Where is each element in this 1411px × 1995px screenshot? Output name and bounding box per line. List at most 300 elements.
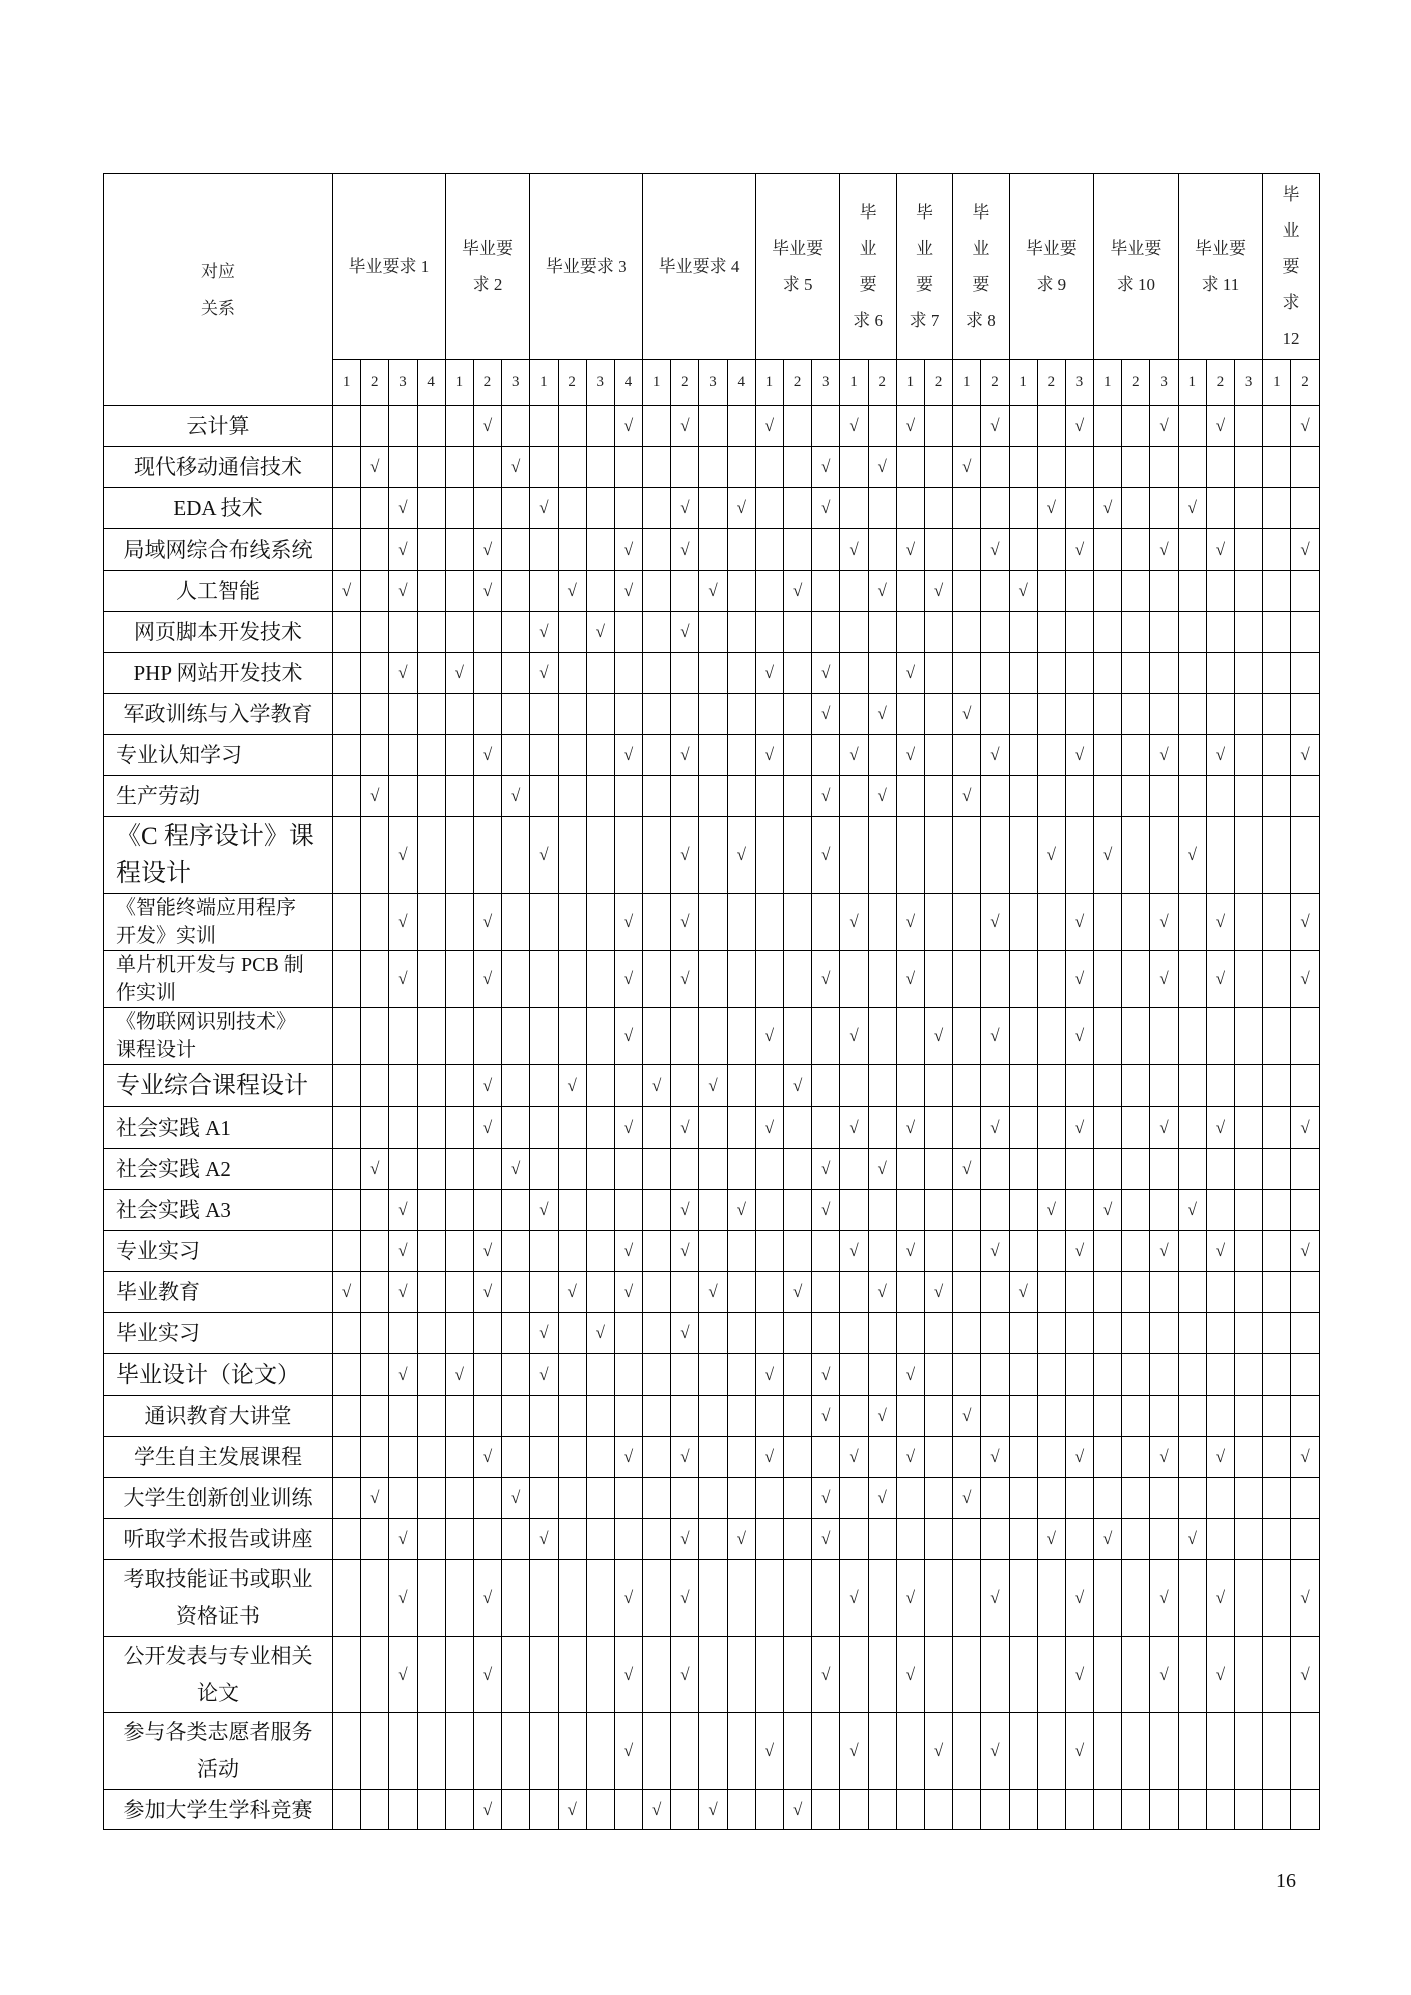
check-mark-cell: √	[896, 1560, 924, 1637]
check-mark-cell: √	[671, 612, 699, 653]
empty-cell	[361, 1272, 389, 1313]
empty-cell	[1291, 1354, 1319, 1396]
empty-cell	[784, 653, 812, 694]
empty-cell	[1094, 1107, 1122, 1149]
course-row	[104, 1437, 1320, 1478]
indicator-number: 2	[361, 360, 389, 406]
empty-cell	[361, 571, 389, 612]
check-mark-cell: √	[1291, 894, 1319, 951]
check-mark-cell: √	[755, 406, 783, 447]
check-mark-cell: √	[924, 1272, 952, 1313]
course-name: PHP 网站开发技术	[104, 653, 333, 694]
empty-cell	[643, 894, 671, 951]
empty-cell	[361, 1437, 389, 1478]
empty-cell	[643, 951, 671, 1008]
empty-cell	[1206, 1396, 1234, 1437]
empty-cell	[924, 1478, 952, 1519]
empty-cell	[1150, 694, 1178, 735]
check-mark-cell: √	[1065, 1713, 1093, 1790]
course-name: 考取技能证书或职业 资格证书	[104, 1560, 333, 1637]
empty-cell	[840, 1519, 868, 1560]
check-mark-cell: √	[389, 529, 417, 571]
check-mark-cell: √	[530, 653, 558, 694]
empty-cell	[1094, 406, 1122, 447]
empty-cell	[502, 1065, 530, 1107]
empty-cell	[1206, 447, 1234, 488]
empty-cell	[981, 817, 1009, 894]
empty-cell	[530, 406, 558, 447]
empty-cell	[1291, 776, 1319, 817]
empty-cell	[1291, 1396, 1319, 1437]
empty-cell	[473, 1354, 501, 1396]
check-mark-cell: √	[981, 894, 1009, 951]
check-mark-cell: √	[473, 1107, 501, 1149]
check-mark-cell: √	[1094, 1190, 1122, 1231]
empty-cell	[1065, 1478, 1093, 1519]
empty-cell	[1037, 1437, 1065, 1478]
empty-cell	[473, 1149, 501, 1190]
check-mark-cell: √	[812, 1396, 840, 1437]
empty-cell	[586, 1637, 614, 1713]
empty-cell	[953, 1560, 981, 1637]
empty-cell	[502, 694, 530, 735]
empty-cell	[1206, 1713, 1234, 1790]
indicator-number: 1	[333, 360, 361, 406]
check-mark-cell: √	[1291, 1231, 1319, 1272]
empty-cell	[473, 1519, 501, 1560]
empty-cell	[981, 571, 1009, 612]
check-mark-cell: √	[1094, 488, 1122, 529]
empty-cell	[727, 406, 755, 447]
empty-cell	[727, 1560, 755, 1637]
empty-cell	[1065, 1272, 1093, 1313]
empty-cell	[924, 894, 952, 951]
empty-cell	[699, 488, 727, 529]
empty-cell	[1206, 1065, 1234, 1107]
empty-cell	[812, 1313, 840, 1354]
empty-cell	[502, 735, 530, 776]
empty-cell	[1263, 1519, 1291, 1560]
empty-cell	[389, 1313, 417, 1354]
empty-cell	[643, 406, 671, 447]
empty-cell	[868, 653, 896, 694]
empty-cell	[417, 1190, 445, 1231]
course-name: 社会实践 A3	[104, 1190, 333, 1231]
empty-cell	[1009, 1107, 1037, 1149]
empty-cell	[361, 1190, 389, 1231]
empty-cell	[812, 612, 840, 653]
empty-cell	[445, 1272, 473, 1313]
empty-cell	[333, 653, 361, 694]
empty-cell	[1178, 1313, 1206, 1354]
empty-cell	[1178, 571, 1206, 612]
empty-cell	[896, 1190, 924, 1231]
check-mark-cell: √	[868, 1396, 896, 1437]
empty-cell	[417, 1790, 445, 1830]
empty-cell	[445, 1065, 473, 1107]
empty-cell	[361, 894, 389, 951]
empty-cell	[924, 1354, 952, 1396]
check-mark-cell: √	[812, 951, 840, 1008]
course-row	[104, 1790, 1320, 1830]
empty-cell	[558, 1396, 586, 1437]
course-row	[104, 1637, 1320, 1713]
check-mark-cell: √	[473, 1637, 501, 1713]
check-mark-cell: √	[530, 612, 558, 653]
empty-cell	[784, 1231, 812, 1272]
empty-cell	[924, 1519, 952, 1560]
check-mark-cell: √	[699, 1790, 727, 1830]
empty-cell	[671, 1149, 699, 1190]
empty-cell	[784, 447, 812, 488]
empty-cell	[868, 1008, 896, 1065]
check-mark-cell: √	[953, 1478, 981, 1519]
check-mark-cell: √	[1206, 529, 1234, 571]
empty-cell	[812, 1713, 840, 1790]
empty-cell	[699, 1519, 727, 1560]
empty-cell	[614, 817, 642, 894]
empty-cell	[530, 694, 558, 735]
empty-cell	[924, 488, 952, 529]
empty-cell	[727, 1396, 755, 1437]
empty-cell	[502, 1437, 530, 1478]
empty-cell	[502, 1637, 530, 1713]
empty-cell	[445, 1560, 473, 1637]
empty-cell	[755, 612, 783, 653]
check-mark-cell: √	[812, 488, 840, 529]
course-name: 现代移动通信技术	[104, 447, 333, 488]
indicator-number: 2	[1037, 360, 1065, 406]
empty-cell	[755, 694, 783, 735]
empty-cell	[558, 1149, 586, 1190]
empty-cell	[755, 1190, 783, 1231]
check-mark-cell: √	[1065, 1231, 1093, 1272]
empty-cell	[1150, 571, 1178, 612]
check-mark-cell: √	[1037, 488, 1065, 529]
empty-cell	[1178, 951, 1206, 1008]
check-mark-cell: √	[389, 1637, 417, 1713]
empty-cell	[1094, 653, 1122, 694]
empty-cell	[445, 694, 473, 735]
empty-cell	[1178, 694, 1206, 735]
empty-cell	[755, 951, 783, 1008]
empty-cell	[502, 1560, 530, 1637]
empty-cell	[868, 735, 896, 776]
empty-cell	[699, 694, 727, 735]
empty-cell	[953, 1313, 981, 1354]
empty-cell	[473, 447, 501, 488]
course-name: 毕业教育	[104, 1272, 333, 1313]
empty-cell	[361, 653, 389, 694]
check-mark-cell: √	[361, 447, 389, 488]
empty-cell	[389, 1790, 417, 1830]
empty-cell	[473, 612, 501, 653]
empty-cell	[755, 571, 783, 612]
empty-cell	[473, 1190, 501, 1231]
empty-cell	[1235, 1065, 1263, 1107]
indicator-number: 4	[614, 360, 642, 406]
empty-cell	[361, 1713, 389, 1790]
empty-cell	[1206, 1272, 1234, 1313]
check-mark-cell: √	[1037, 817, 1065, 894]
empty-cell	[1122, 1008, 1150, 1065]
empty-cell	[333, 817, 361, 894]
empty-cell	[389, 612, 417, 653]
check-mark-cell: √	[1206, 1231, 1234, 1272]
requirement-7-header: 毕 业 要 求 7	[896, 174, 952, 360]
empty-cell	[1037, 571, 1065, 612]
empty-cell	[643, 1231, 671, 1272]
empty-cell	[502, 529, 530, 571]
empty-cell	[333, 1790, 361, 1830]
check-mark-cell: √	[1065, 1637, 1093, 1713]
empty-cell	[784, 694, 812, 735]
empty-cell	[924, 529, 952, 571]
empty-cell	[727, 951, 755, 1008]
check-mark-cell: √	[868, 776, 896, 817]
empty-cell	[1037, 612, 1065, 653]
course-name: 毕业实习	[104, 1313, 333, 1354]
empty-cell	[896, 1519, 924, 1560]
empty-cell	[643, 529, 671, 571]
check-mark-cell: √	[840, 1231, 868, 1272]
check-mark-cell: √	[389, 1231, 417, 1272]
check-mark-cell: √	[896, 529, 924, 571]
empty-cell	[868, 529, 896, 571]
empty-cell	[558, 447, 586, 488]
empty-cell	[643, 1149, 671, 1190]
empty-cell	[1150, 1478, 1178, 1519]
empty-cell	[1150, 1190, 1178, 1231]
empty-cell	[1178, 612, 1206, 653]
check-mark-cell: √	[840, 1008, 868, 1065]
check-mark-cell: √	[896, 1107, 924, 1149]
empty-cell	[953, 1519, 981, 1560]
empty-cell	[812, 894, 840, 951]
empty-cell	[361, 1354, 389, 1396]
empty-cell	[699, 1008, 727, 1065]
empty-cell	[812, 406, 840, 447]
empty-cell	[614, 776, 642, 817]
empty-cell	[1150, 612, 1178, 653]
empty-cell	[1235, 1478, 1263, 1519]
empty-cell	[812, 1272, 840, 1313]
empty-cell	[924, 1065, 952, 1107]
empty-cell	[924, 653, 952, 694]
indicator-number: 1	[445, 360, 473, 406]
empty-cell	[727, 1637, 755, 1713]
course-name: 单片机开发与 PCB 制 作实训	[104, 951, 333, 1008]
course-row	[104, 1519, 1320, 1560]
empty-cell	[1178, 1478, 1206, 1519]
empty-cell	[1122, 817, 1150, 894]
empty-cell	[586, 776, 614, 817]
empty-cell	[530, 1272, 558, 1313]
empty-cell	[953, 1637, 981, 1713]
empty-cell	[1263, 1437, 1291, 1478]
check-mark-cell: √	[896, 1231, 924, 1272]
empty-cell	[1291, 1478, 1319, 1519]
empty-cell	[896, 612, 924, 653]
empty-cell	[586, 653, 614, 694]
empty-cell	[1291, 447, 1319, 488]
check-mark-cell: √	[784, 1065, 812, 1107]
empty-cell	[473, 1478, 501, 1519]
empty-cell	[643, 776, 671, 817]
empty-cell	[417, 529, 445, 571]
empty-cell	[1178, 1008, 1206, 1065]
empty-cell	[699, 1149, 727, 1190]
empty-cell	[586, 1790, 614, 1830]
course-row	[104, 1231, 1320, 1272]
check-mark-cell: √	[1150, 1437, 1178, 1478]
empty-cell	[417, 1478, 445, 1519]
empty-cell	[1009, 653, 1037, 694]
empty-cell	[473, 1313, 501, 1354]
check-mark-cell: √	[1009, 1272, 1037, 1313]
empty-cell	[840, 1065, 868, 1107]
empty-cell	[445, 735, 473, 776]
empty-cell	[981, 1065, 1009, 1107]
empty-cell	[558, 488, 586, 529]
check-mark-cell: √	[530, 1313, 558, 1354]
empty-cell	[1037, 894, 1065, 951]
empty-cell	[755, 1313, 783, 1354]
check-mark-cell: √	[727, 1519, 755, 1560]
check-mark-cell: √	[473, 1790, 501, 1830]
empty-cell	[1037, 735, 1065, 776]
empty-cell	[558, 1437, 586, 1478]
check-mark-cell: √	[868, 694, 896, 735]
check-mark-cell: √	[981, 529, 1009, 571]
empty-cell	[614, 653, 642, 694]
empty-cell	[1263, 1107, 1291, 1149]
empty-cell	[1291, 694, 1319, 735]
check-mark-cell: √	[896, 406, 924, 447]
empty-cell	[1235, 1272, 1263, 1313]
empty-cell	[1037, 1008, 1065, 1065]
empty-cell	[333, 735, 361, 776]
empty-cell	[924, 406, 952, 447]
empty-cell	[558, 1354, 586, 1396]
check-mark-cell: √	[953, 776, 981, 817]
check-mark-cell: √	[1009, 571, 1037, 612]
empty-cell	[1206, 1190, 1234, 1231]
empty-cell	[1178, 894, 1206, 951]
check-mark-cell: √	[868, 1149, 896, 1190]
empty-cell	[727, 612, 755, 653]
check-mark-cell: √	[1206, 1637, 1234, 1713]
check-mark-cell: √	[1206, 894, 1234, 951]
empty-cell	[502, 894, 530, 951]
check-mark-cell: √	[473, 529, 501, 571]
table-body	[104, 406, 1320, 1830]
empty-cell	[1150, 1396, 1178, 1437]
check-mark-cell: √	[981, 1008, 1009, 1065]
check-mark-cell: √	[1150, 1560, 1178, 1637]
empty-cell	[1206, 1478, 1234, 1519]
check-mark-cell: √	[727, 488, 755, 529]
empty-cell	[1291, 571, 1319, 612]
empty-cell	[953, 1065, 981, 1107]
empty-cell	[1094, 1354, 1122, 1396]
empty-cell	[1263, 776, 1291, 817]
empty-cell	[1037, 776, 1065, 817]
empty-cell	[840, 1478, 868, 1519]
empty-cell	[1094, 894, 1122, 951]
check-mark-cell: √	[671, 488, 699, 529]
empty-cell	[530, 1396, 558, 1437]
empty-cell	[1122, 1065, 1150, 1107]
course-name: 学生自主发展课程	[104, 1437, 333, 1478]
empty-cell	[812, 1008, 840, 1065]
empty-cell	[558, 735, 586, 776]
empty-cell	[727, 1272, 755, 1313]
empty-cell	[727, 1231, 755, 1272]
empty-cell	[1178, 1790, 1206, 1830]
empty-cell	[502, 1396, 530, 1437]
empty-cell	[502, 612, 530, 653]
empty-cell	[502, 1272, 530, 1313]
check-mark-cell: √	[473, 1272, 501, 1313]
empty-cell	[643, 1008, 671, 1065]
empty-cell	[1037, 1478, 1065, 1519]
empty-cell	[784, 1396, 812, 1437]
empty-cell	[558, 1008, 586, 1065]
empty-cell	[1235, 1190, 1263, 1231]
check-mark-cell: √	[727, 1190, 755, 1231]
empty-cell	[1009, 1713, 1037, 1790]
empty-cell	[1122, 406, 1150, 447]
check-mark-cell: √	[389, 571, 417, 612]
empty-cell	[1037, 1231, 1065, 1272]
empty-cell	[333, 776, 361, 817]
empty-cell	[812, 1790, 840, 1830]
empty-cell	[699, 735, 727, 776]
check-mark-cell: √	[755, 1354, 783, 1396]
empty-cell	[586, 1478, 614, 1519]
course-name: 通识教育大讲堂	[104, 1396, 333, 1437]
check-mark-cell: √	[473, 406, 501, 447]
course-name: 网页脚本开发技术	[104, 612, 333, 653]
empty-cell	[784, 1437, 812, 1478]
empty-cell	[1122, 1790, 1150, 1830]
indicator-number: 2	[924, 360, 952, 406]
indicator-number: 1	[1009, 360, 1037, 406]
requirement-9-header: 毕业要 求 9	[1009, 174, 1094, 360]
empty-cell	[614, 1149, 642, 1190]
empty-cell	[502, 406, 530, 447]
check-mark-cell: √	[671, 735, 699, 776]
empty-cell	[1291, 1713, 1319, 1790]
empty-cell	[1178, 447, 1206, 488]
empty-cell	[1178, 1231, 1206, 1272]
empty-cell	[1291, 488, 1319, 529]
course-name: 听取学术报告或讲座	[104, 1519, 333, 1560]
empty-cell	[699, 1437, 727, 1478]
empty-cell	[1150, 817, 1178, 894]
empty-cell	[896, 1149, 924, 1190]
empty-cell	[671, 694, 699, 735]
empty-cell	[812, 735, 840, 776]
empty-cell	[1235, 1231, 1263, 1272]
empty-cell	[1009, 1065, 1037, 1107]
empty-cell	[924, 1107, 952, 1149]
empty-cell	[558, 529, 586, 571]
empty-cell	[445, 1637, 473, 1713]
empty-cell	[671, 1354, 699, 1396]
empty-cell	[1235, 951, 1263, 1008]
